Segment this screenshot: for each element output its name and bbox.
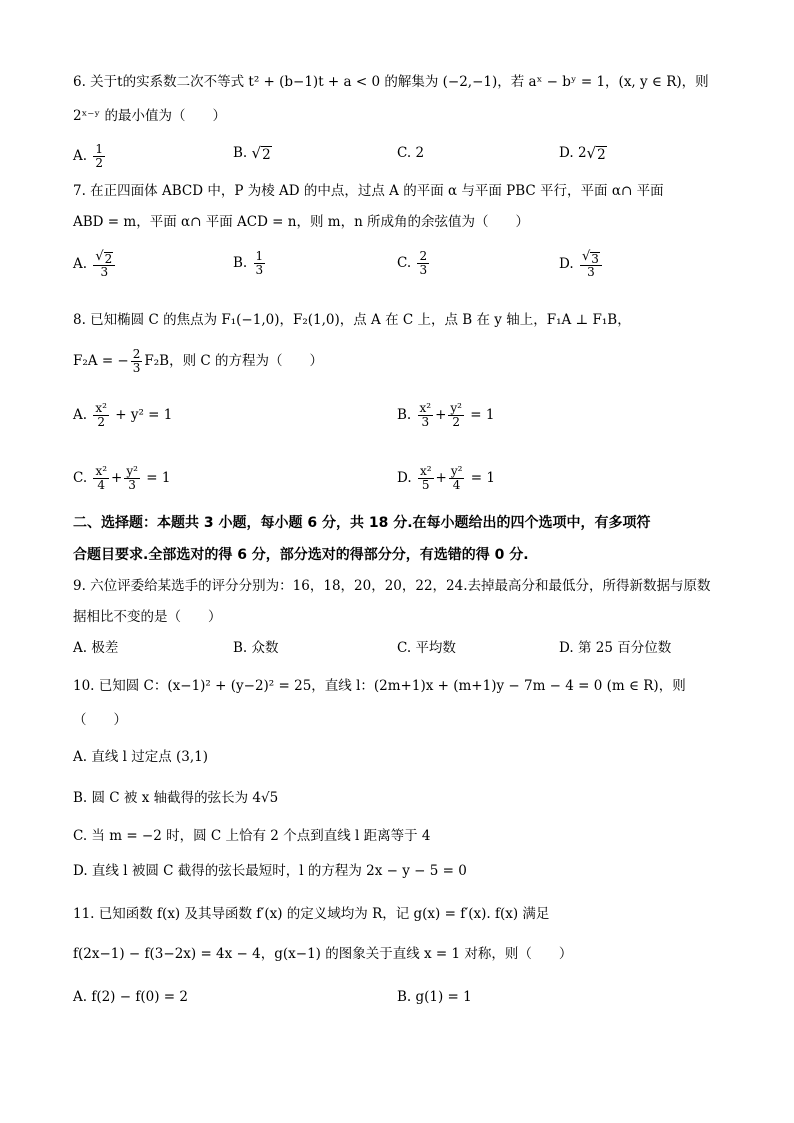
section-header-line1: 二、选择题：本题共 3 小题，每小题 6 分，共 18 分.在每小题给出的四个选项中，有多项符: [73, 515, 651, 531]
fraction: $\frac{2}{3}$: [132, 347, 141, 375]
q11-option-b[interactable]: B. g(1) = 1: [397, 989, 472, 1005]
q9-option-b[interactable]: B. 众数: [233, 640, 279, 656]
fraction: $\frac{\text{y²}}{3}$: [126, 464, 138, 492]
q8-option-c[interactable]: C. $\frac{\text{x²}}{4}$ + $\frac{\text{y²}}{3}$ = 1: [73, 464, 171, 492]
q8-option-a[interactable]: A. $\frac{\text{x²}}{2}$ + y² = 1: [73, 401, 173, 429]
fraction: $\frac{1}{3}$: [255, 249, 264, 277]
q6-stem-line2: 2ˣ⁻ʸ 的最小值为（ ）: [73, 108, 226, 124]
q9-option-d[interactable]: D. 第 25 百分位数: [559, 640, 672, 656]
q11-stem-line2: f(2x−1) − f(3−2x) = 4x − 4，g(x−1) 的图象关于直线 x = 1 对称，则（ ）: [73, 946, 573, 962]
q10-stem-line2: （ ）: [73, 712, 127, 728]
q8-stem-line1: 8. 已知椭圆 C 的焦点为 F₁(−1,0)，F₂(1,0)，点 A 在 C 上，点 B 在 y 轴上，F₁A ⊥ F₁B，: [73, 312, 631, 328]
q9-option-a[interactable]: A. 极差: [73, 640, 119, 656]
q11-stem-line1: 11. 已知函数 f(x) 及其导函数 f′(x) 的定义域均为 R，记 g(x) = f′(x). f(x) 满足: [73, 906, 550, 922]
fraction: $\frac{\text{y²}}{4}$: [450, 464, 463, 492]
fraction: $\frac{\text{x²}}{2}$: [95, 401, 107, 429]
q7-option-b[interactable]: B. $\frac{1}{3}$: [233, 249, 264, 277]
sqrt-symbol: √ 2: [251, 144, 271, 163]
fraction: $\frac{\text{x²}}{5}$: [419, 464, 432, 492]
q7-option-d[interactable]: D. √ 3 3: [559, 250, 604, 279]
fraction: $\frac{\text{x²}}{3}$: [419, 401, 432, 429]
q10-option-a[interactable]: A. 直线 l 过定点 (3,1): [73, 749, 209, 765]
fraction: √ 2 3: [93, 250, 115, 279]
q7-stem-line2: ABD = m，平面 α∩ 平面 ACD = n，则 m，n 所成角的余弦值为（ ）: [73, 214, 530, 230]
sqrt-symbol: √ 2: [586, 144, 606, 163]
section-header-line2: 合题目要求.全部选对的得 6 分，部分选对的得部分分，有选错的得 0 分.: [73, 547, 529, 563]
q7-option-c[interactable]: C. $\frac{2}{3}$: [397, 249, 428, 277]
q10-option-c[interactable]: C. 当 m = −2 时，圆 C 上恰有 2 个点到直线 l 距离等于 4: [73, 828, 431, 844]
q9-stem-line1: 9. 六位评委给某选手的评分分别为：16，18，20，20，22，24.去掉最高分和最低分，所得新数据与原数: [73, 578, 711, 594]
q10-stem-line1: 10. 已知圆 C：(x−1)² + (y−2)² = 25，直线 l：(2m+1)x + (m+1)y − 7m − 4 = 0 (m ∈ R)，则: [73, 678, 686, 694]
q6-option-c[interactable]: C. 2: [397, 145, 425, 161]
q7-stem-line1: 7. 在正四面体 ABCD 中，P 为棱 AD 的中点，过点 A 的平面 α 与平面 PBC 平行，平面 α∩ 平面: [73, 183, 664, 199]
fraction: $\frac{2}{3}$: [419, 249, 428, 277]
q6-stem-line1: 6. 关于t的实系数二次不等式 t² + (b−1)t + a < 0 的解集为 (−2,−1)，若 aˣ − bʸ = 1，(x, y ∈ R)，则: [73, 74, 709, 90]
q11-option-a[interactable]: A. f(2) − f(0) = 2: [73, 989, 188, 1005]
q6-option-a[interactable]: A. $\frac{1}{2}$: [73, 142, 103, 170]
fraction: $\frac{1}{2}$: [95, 142, 103, 170]
q6-option-b[interactable]: B. √ 2: [233, 144, 271, 163]
fraction: $\frac{\text{y²}}{2}$: [450, 401, 462, 429]
q8-option-b[interactable]: B. $\frac{\text{x²}}{3}$ + $\frac{\text{y²}}{2}$ = 1: [397, 401, 495, 429]
q7-option-a[interactable]: A. √ 2 3: [73, 250, 117, 279]
fraction: √ 3 3: [580, 250, 602, 279]
q6-option-d[interactable]: D. 2 √ 2: [559, 144, 606, 163]
q9-stem-line2: 据相比不变的是（ ）: [73, 609, 222, 625]
fraction: $\frac{\text{x²}}{4}$: [95, 464, 108, 492]
q8-stem-line2: F₂A = − $\frac{2}{3}$ F₂B，则 C 的方程为（ ）: [73, 347, 323, 375]
q8-option-d[interactable]: D. $\frac{\text{x²}}{5}$ + $\frac{\text{y²}}{4}$ = 1: [397, 464, 495, 492]
q9-option-c[interactable]: C. 平均数: [397, 640, 456, 656]
q10-option-b[interactable]: B. 圆 C 被 x 轴截得的弦长为 4√5: [73, 790, 279, 806]
q10-option-d[interactable]: D. 直线 l 被圆 C 截得的弦长最短时，l 的方程为 2x − y − 5 = 0: [73, 863, 467, 879]
